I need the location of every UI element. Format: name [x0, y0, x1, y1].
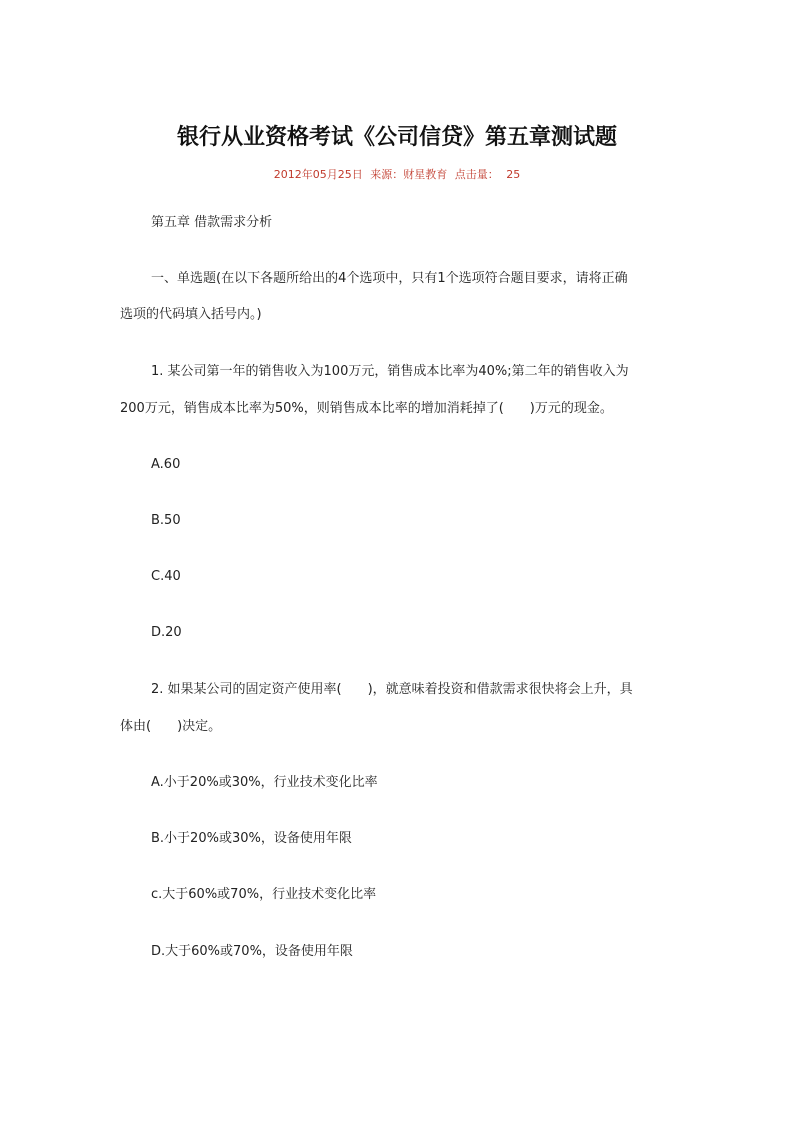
article-meta: [0, 168, 794, 182]
question-2-line-1: 2. 如果某公司的固定资产使用率( )，就意味着投资和借款需求很快将会上升，具: [151, 682, 633, 697]
instructions-line-1: 一、单选题(在以下各题所给出的4个选项中，只有1个选项符合题目要求，请将正确: [151, 271, 628, 286]
page-title: 银行从业资格考试《公司信贷》第五章测试题: [176, 124, 617, 150]
click-count: 25: [506, 168, 521, 181]
question-2-line-2: 体由( )决定。: [120, 719, 222, 734]
question-2-option-c: c.大于60%或70%，行业技术变化比率: [151, 887, 377, 902]
question-2-option-b: B.小于20%或30%，设备使用年限: [151, 831, 352, 846]
click-count-label: 点击量：: [454, 168, 499, 181]
chapter-heading: 第五章 借款需求分析: [151, 215, 273, 230]
question-2-option-a: A.小于20%或30%，行业技术变化比率: [151, 775, 378, 790]
question-1-line-1: 1. 某公司第一年的销售收入为100万元，销售成本比率为40%;第二年的销售收入为: [151, 364, 629, 379]
publish-date: 2012年05月25日: [273, 168, 363, 181]
question-1-option-a: A.60: [151, 457, 181, 472]
source-label: 来源：财星教育: [370, 168, 448, 181]
question-1-line-2: 200万元，销售成本比率为50%，则销售成本比率的增加消耗掉了( )万元的现金。: [120, 401, 613, 416]
question-2-option-d: D.大于60%或70%，设备使用年限: [151, 944, 353, 959]
instructions-line-2: 选项的代码填入括号内。): [120, 307, 262, 322]
question-1-option-c: C.40: [151, 569, 181, 584]
question-1-option-b: B.50: [151, 513, 181, 528]
question-1-option-d: D.20: [151, 625, 182, 640]
